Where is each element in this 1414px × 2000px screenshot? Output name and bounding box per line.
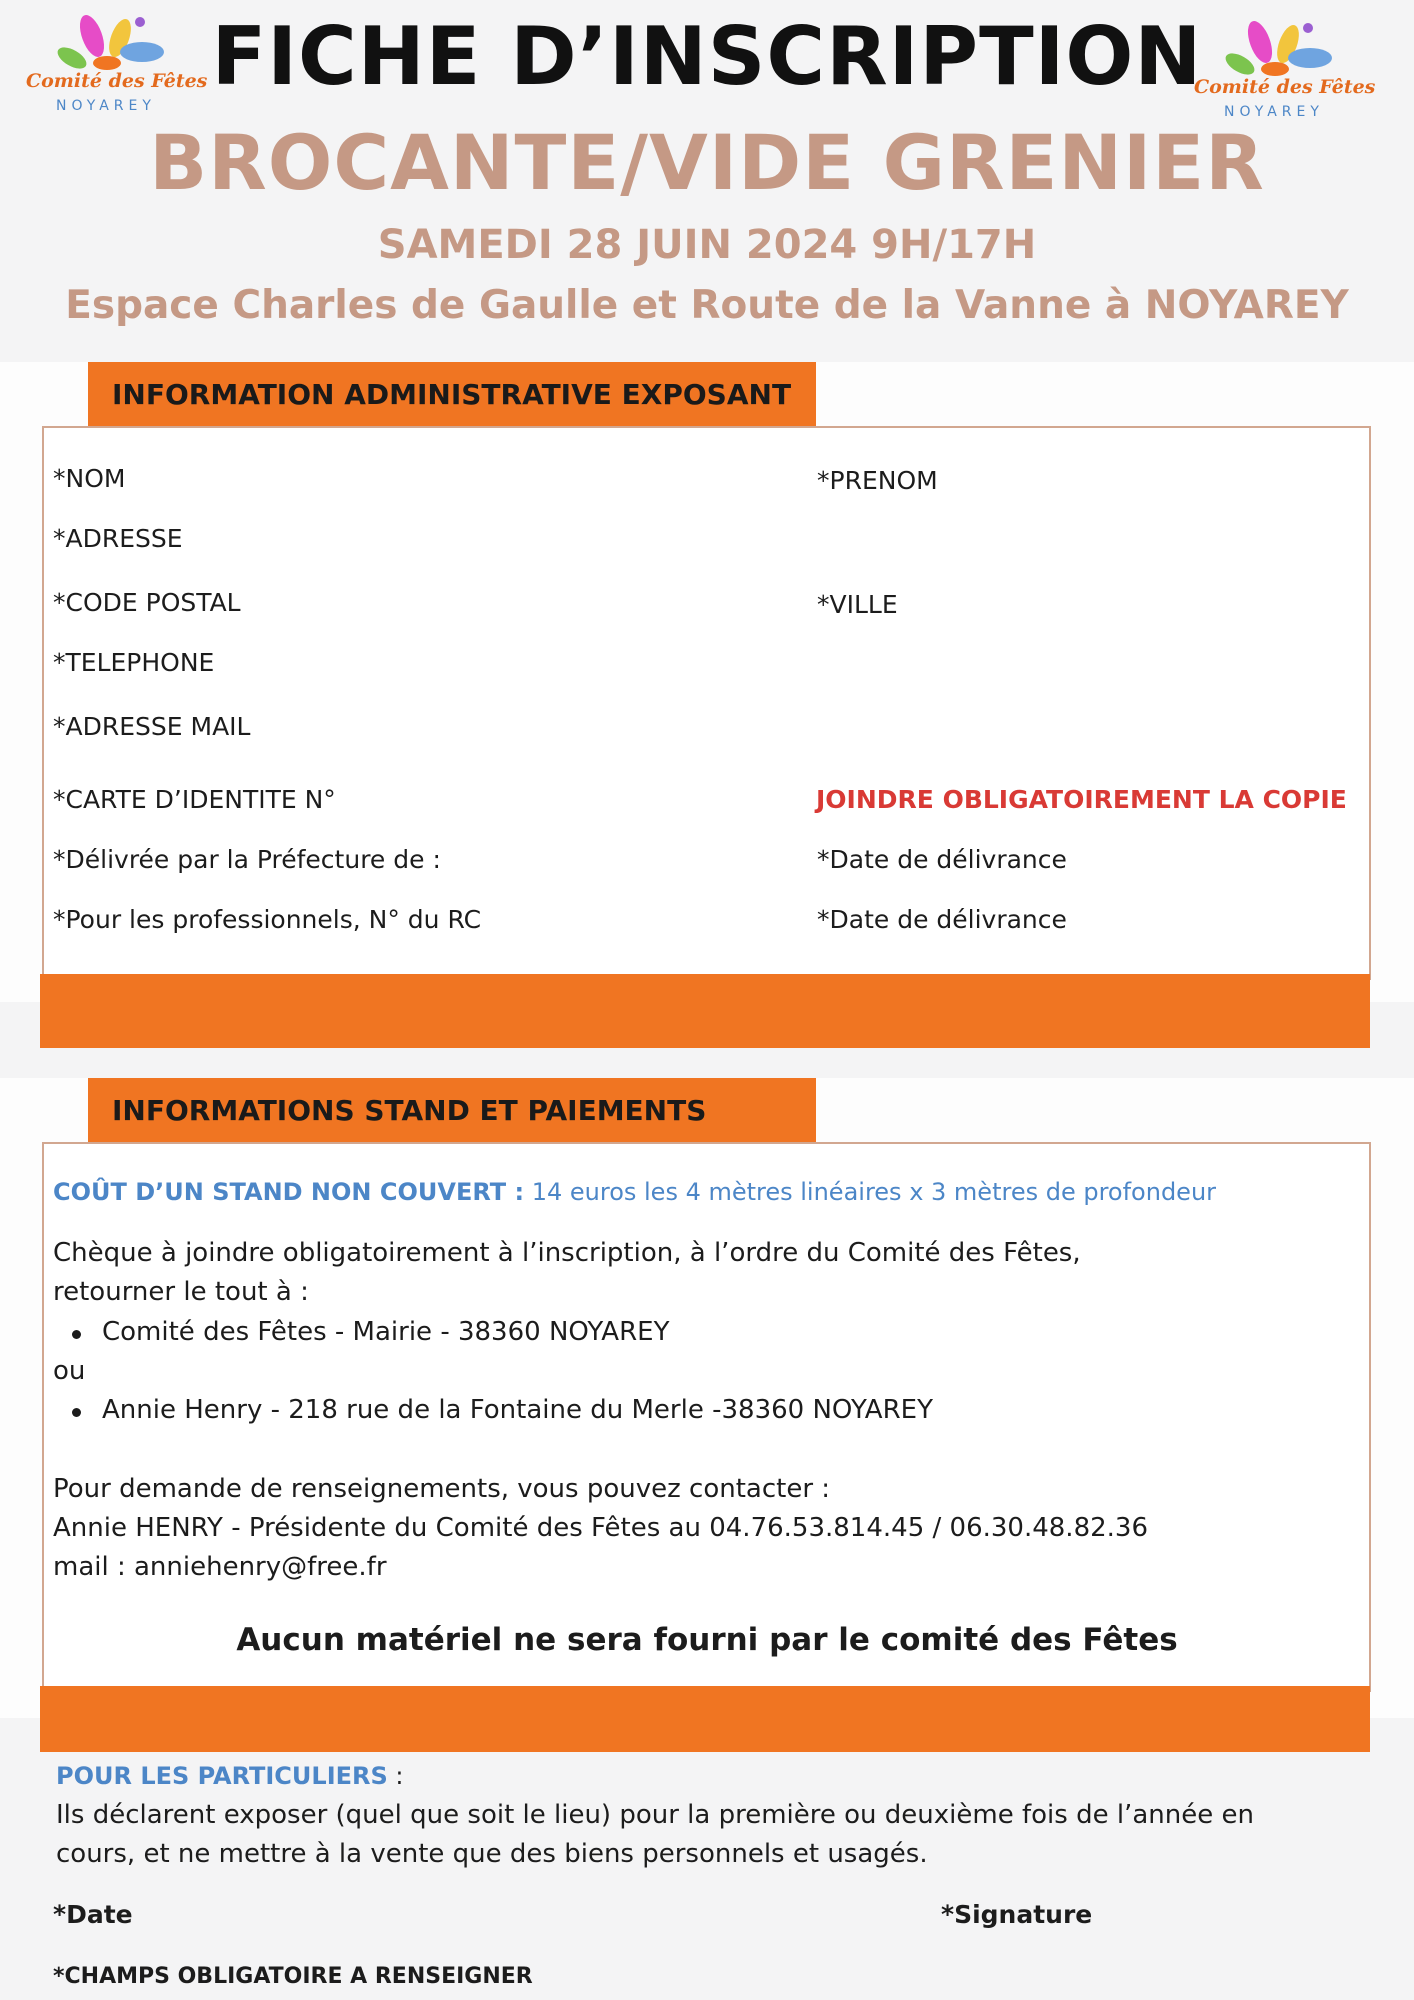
cheque-line-1: Chèque à joindre obligatoirement à l’inscription, à l’ordre du Comité des Fêtes, [53, 1238, 1081, 1268]
bullet-icon [72, 1408, 81, 1417]
joindre-copie-notice: JOINDRE OBLIGATOIREMENT LA COPIE [816, 785, 1347, 814]
ou-text: ou [53, 1356, 86, 1386]
address-mairie: Comité des Fêtes - Mairie - 38360 NOYAREY [102, 1317, 670, 1347]
admin-info-heading: INFORMATION ADMINISTRATIVE EXPOSANT [112, 378, 792, 411]
admin-info-bottom-bar [40, 974, 1370, 1048]
stand-cost-line [53, 1178, 1216, 1206]
code-postal-label: *CODE POSTAL [53, 588, 241, 617]
mail-label: *ADRESSE MAIL [53, 712, 251, 741]
mandatory-fields-note: *CHAMPS OBLIGATOIRE A RENSEIGNER [53, 1964, 533, 1989]
date-field-label: *Date [53, 1900, 133, 1929]
particuliers-label: POUR LES PARTICULIERS [56, 1762, 388, 1790]
logo-brand-text: Comité des Fêtes [1194, 76, 1376, 98]
bullet-icon [72, 1330, 81, 1339]
stand-cost-value: 14 euros les 4 mètres linéaires x 3 mètres de profondeur [531, 1178, 1217, 1206]
event-place: Espace Charles de Gaulle et Route de la Vanne à NOYAREY [65, 283, 1349, 328]
particuliers-line-1: Ils déclarent exposer (quel que soit le lieu) pour la première ou deuxième fois de l’année en [56, 1800, 1254, 1830]
particuliers-line-2: cours, et ne mettre à la vente que des biens personnels et usagés. [56, 1839, 928, 1869]
stand-info-bottom-bar [40, 1686, 1370, 1752]
adresse-label: *ADRESSE [53, 524, 183, 553]
logo-brand-text: Comité des Fêtes [26, 70, 208, 92]
carte-identite-label: *CARTE D’IDENTITE N° [53, 785, 336, 814]
date-delivrance-label: *Date de délivrance [817, 845, 1067, 874]
page-title: FICHE D’INSCRIPTION [211, 10, 1203, 103]
event-date: SAMEDI 28 JUIN 2024 9H/17H [377, 222, 1037, 268]
logo-town-text: NOYAREY [1224, 104, 1324, 120]
contact-line-1: Pour demande de renseignements, vous pouvez contacter : [53, 1474, 831, 1504]
cheque-line-2: retourner le tout à : [53, 1277, 309, 1307]
logo-town-text: NOYAREY [56, 98, 156, 114]
particuliers-colon: : [387, 1762, 404, 1790]
telephone-label: *TELEPHONE [53, 648, 215, 677]
rc-label: *Pour les professionnels, N° du RC [53, 905, 482, 934]
date-delivrance-rc-label: *Date de délivrance [817, 905, 1067, 934]
nom-label: *NOM [53, 464, 126, 493]
address-annie-henry: Annie Henry - 218 rue de la Fontaine du Merle -38360 NOYAREY [102, 1395, 933, 1425]
ville-label: *VILLE [817, 590, 898, 619]
no-material-warning: Aucun matériel ne sera fourni par le comité des Fêtes [236, 1622, 1178, 1658]
particuliers-heading [56, 1762, 404, 1790]
event-title: BROCANTE/VIDE GRENIER [149, 118, 1265, 207]
prenom-label: *PRENOM [817, 466, 938, 495]
contact-mail: mail : anniehenry@free.fr [53, 1552, 387, 1582]
stand-cost-label: COÛT D’UN STAND NON COUVERT : [53, 1178, 525, 1206]
stand-info-heading: INFORMATIONS STAND ET PAIEMENTS [112, 1094, 707, 1127]
prefecture-label: *Délivrée par la Préfecture de : [53, 845, 441, 874]
admin-info-box [42, 426, 1371, 980]
admin-info-tab [88, 362, 816, 426]
signature-field-label: *Signature [941, 1900, 1093, 1929]
stand-info-tab [88, 1078, 816, 1142]
contact-line-2: Annie HENRY - Présidente du Comité des Fêtes au 04.76.53.814.45 / 06.30.48.82.36 [53, 1513, 1149, 1543]
